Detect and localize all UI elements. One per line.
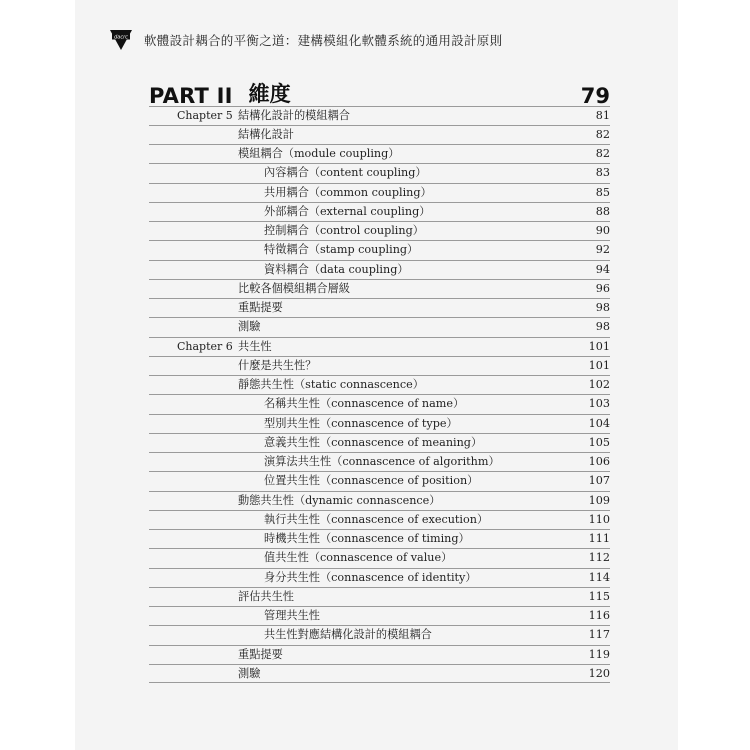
publisher-logo-text: dacrc [114,34,128,41]
toc-entry-page: 104 [588,416,610,430]
toc-entry[interactable] [149,433,610,452]
toc-entry-page: 115 [588,589,610,603]
toc-entry[interactable] [149,260,610,279]
toc-entry-title: 演算法共生性（connascence of algorithm） [264,455,500,468]
toc-entry-title: 管理共生性 [264,609,320,622]
toc-entry-page: 94 [595,262,610,276]
part-heading [149,78,610,108]
toc-entry[interactable] [149,163,610,182]
toc-entry-title: 位置共生性（connascence of position） [264,474,479,488]
toc-entry-page: 119 [588,647,610,661]
toc-entry-title: 評估共生性 [238,589,294,603]
toc-entry[interactable] [149,202,610,221]
toc-entry-title: 重點提要 [238,647,283,661]
toc-entry-page: 90 [595,224,610,237]
toc-entry-page: 116 [588,609,610,622]
toc-entry-title: 測驗 [238,320,261,334]
toc-entry[interactable] [149,221,610,240]
toc-entry-title: 靜態共生性（static connascence） [238,378,424,391]
part-page-number: 79 [580,84,610,108]
toc-entry-title: 測驗 [238,666,261,680]
toc-entry[interactable] [149,317,610,336]
page-header [110,30,502,50]
toc-entry-title: 控制耦合（control coupling） [264,224,424,237]
book-title: 軟體設計耦合的平衡之道：建構模組化軟體系統的通用設計原則 [144,33,503,48]
toc-entry-page: 109 [588,493,610,507]
toc-entry[interactable] [149,375,610,394]
toc-entry-page: 101 [588,339,610,353]
toc-entry-page: 96 [595,281,610,295]
toc-entry-page: 83 [595,166,610,180]
toc-entry-title: 模組耦合（module coupling） [238,147,400,160]
toc-entry-title: 身分共生性（connascence of identity） [264,570,477,584]
toc-entry-title: 共生性對應結構化設計的模組耦合 [264,628,432,642]
toc-entry-page: 105 [588,435,610,449]
toc-entry-title: 名稱共生性（connascence of name） [264,397,465,411]
toc-entry-page: 82 [595,127,610,141]
toc-entry[interactable] [149,279,610,298]
toc-entry[interactable] [149,452,610,471]
toc-entry[interactable] [149,106,610,125]
toc-entry[interactable] [149,529,610,548]
publisher-logo-icon [110,30,132,50]
toc-entry-title: 值共生性（connascence of value） [264,551,453,565]
publisher-logo [110,30,132,50]
toc-entry-title: 內容耦合（content coupling） [264,166,427,180]
chapter-label: Chapter 5 [177,108,233,122]
toc-entry-title: 執行共生性（connascence of execution） [264,512,489,526]
toc-entry-page: 92 [595,243,610,257]
toc-entry-title: 共生性 [238,339,272,353]
toc-entry[interactable] [149,144,610,163]
toc-entry-page: 106 [588,455,610,468]
toc-entry[interactable] [149,394,610,413]
toc-entry[interactable] [149,125,610,144]
toc-entry[interactable] [149,664,610,683]
toc-entry-title: 什麼是共生性？ [238,358,317,372]
toc-entry[interactable] [149,337,610,356]
toc-entry-page: 114 [588,570,610,584]
toc-entry[interactable] [149,471,610,490]
toc-entry-title: 共用耦合（common coupling） [264,185,432,199]
toc-entry-title: 重點提要 [238,301,283,314]
toc-entry-page: 88 [595,204,610,218]
toc-entry[interactable] [149,183,610,202]
toc-entry[interactable] [149,645,610,664]
toc-entry-title: 特徵耦合（stamp coupling） [264,243,419,257]
part-label: PART II [149,84,233,108]
toc-entry-page: 102 [588,378,610,391]
toc-entry[interactable] [149,298,610,317]
table-of-contents [149,106,610,684]
toc-entry-page: 85 [595,185,610,199]
toc-entry-page: 110 [588,512,610,526]
toc-entry[interactable] [149,414,610,433]
toc-entry-title: 時機共生性（connascence of timing） [264,532,470,545]
toc-entry-page: 117 [588,628,610,642]
toc-entry[interactable] [149,568,610,587]
toc-entry-title: 比較各個模組耦合層級 [238,281,350,295]
toc-entry-title: 資料耦合（data coupling） [264,262,409,276]
chapter-label: Chapter 6 [177,339,233,353]
toc-entry-page: 81 [595,108,610,122]
toc-entry-title: 意義共生性（connascence of meaning） [264,435,483,449]
part-title: 維度 [248,82,291,106]
toc-entry-page: 101 [588,358,610,372]
toc-entry[interactable] [149,510,610,529]
toc-entry-page: 120 [588,666,610,680]
toc-entry[interactable] [149,491,610,510]
toc-entry[interactable] [149,625,610,644]
toc-entry[interactable] [149,356,610,375]
toc-entry-page: 103 [588,397,610,411]
toc-entry[interactable] [149,587,610,606]
toc-entry-title: 結構化設計 [238,127,294,141]
toc-entry[interactable] [149,606,610,625]
toc-entry-title: 型別共生性（connascence of type） [264,416,458,430]
toc-entry-page: 111 [588,532,610,545]
toc-entry[interactable] [149,548,610,567]
toc-entry-title: 外部耦合（external coupling） [264,204,431,218]
toc-entry-page: 98 [595,320,610,334]
toc-entry-page: 82 [595,147,610,160]
toc-entry-page: 112 [588,551,610,565]
toc-entry-title: 結構化設計的模組耦合 [238,108,350,122]
toc-entry-page: 107 [588,474,610,488]
toc-entry-page: 98 [595,301,610,314]
toc-entry[interactable] [149,240,610,259]
toc-entry-title: 動態共生性（dynamic connascence） [238,493,441,507]
